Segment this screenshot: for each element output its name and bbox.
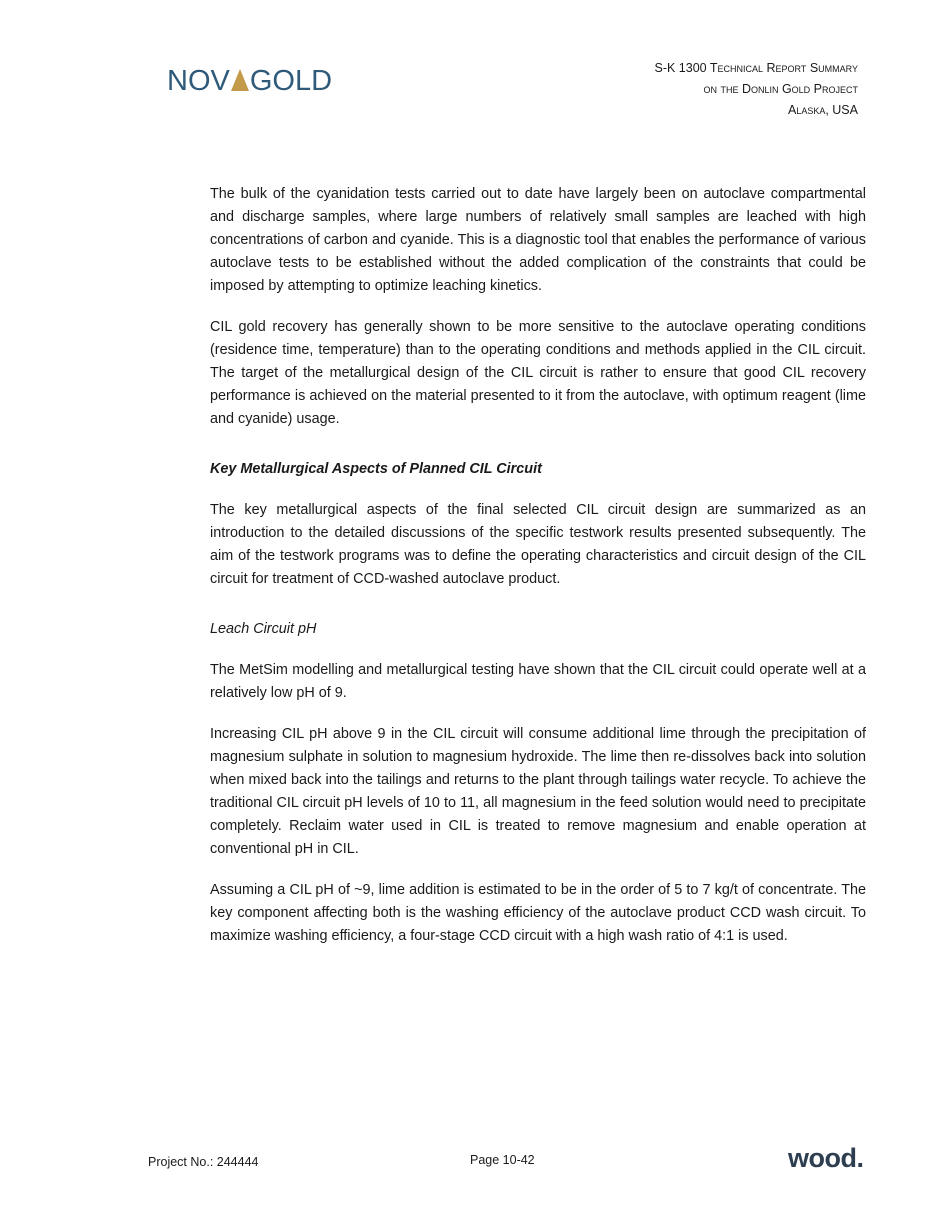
project-number: Project No.: 244444 (148, 1155, 259, 1169)
page-number: Page 10-42 (470, 1153, 535, 1167)
header-line-2: on the Donlin Gold Project (703, 82, 858, 96)
paragraph-3: The key metallurgical aspects of the final selected CIL circuit design are summarized as an introduction to the detailed discussions of the specific testwork results presented subsequently. The aim of the testwork programs was to define the operating characteristics and circuit design of the CIL circuit for treatment of CCD-washed autoclave product. (210, 502, 866, 587)
header-line-1: S-K 1300 Technical Report Summary (654, 61, 858, 75)
page-body (210, 183, 866, 966)
header-line-3: Alaska, USA (787, 103, 858, 117)
paragraph-4: The MetSim modelling and metallurgical testing have shown that the CIL circuit could operate well at a relatively low pH of 9. (210, 662, 866, 701)
paragraph-1: The bulk of the cyanidation tests carried out to date have largely been on autoclave compartmental and discharge samples, where large numbers of relatively small samples are leached with high concentrations of carbon and cyanide. This is a diagnostic tool that enables the performance of various autoclave tests to be established without the added complication of the constraints that could be imposed by attempting to optimize leaching kinetics. (210, 186, 866, 294)
paragraph-6: Assuming a CIL pH of ~9, lime addition is estimated to be in the order of 5 to 7 kg/t of concentrate. The key component affecting both is the washing efficiency of the autoclave product CCD wash circuit. To maximize washing efficiency, a four-stage CCD circuit with a high wash ratio of 4:1 is used. (210, 882, 866, 944)
section-heading: Key Metallurgical Aspects of Planned CIL Circuit (210, 461, 542, 477)
wood-logo: wood. (788, 1143, 864, 1173)
report-header (655, 58, 859, 121)
novagold-logo (167, 64, 332, 98)
subsection-heading: Leach Circuit pH (210, 621, 317, 637)
logo-text-left: NOV (167, 65, 230, 97)
logo-text-right: GOLD (249, 65, 333, 97)
paragraph-2: CIL gold recovery has generally shown to be more sensitive to the autoclave operating conditions (residence time, temperature) than to the operating conditions and methods applied in the CIL circuit. The target of the metallurgical design of the CIL circuit is rather to ensure that good CIL recovery performance is achieved on the material presented to it from the autoclave, with optimum reagent (lime and cyanide) usage. (210, 319, 866, 427)
paragraph-5: Increasing CIL pH above 9 in the CIL circuit will consume additional lime through the precipitation of magnesium sulphate in solution to magnesium hydroxide. The lime then re-dissolves back into solution when mixed back into the tailings and returns to the plant through tailings water recycle. To achieve the traditional CIL circuit pH levels of 10 to 11, all magnesium in the feed solution would need to precipitate completely. Reclaim water used in CIL is treated to remove magnesium and enable operation at conventional pH in CIL. (210, 726, 866, 857)
logo-triangle-icon (231, 69, 249, 91)
